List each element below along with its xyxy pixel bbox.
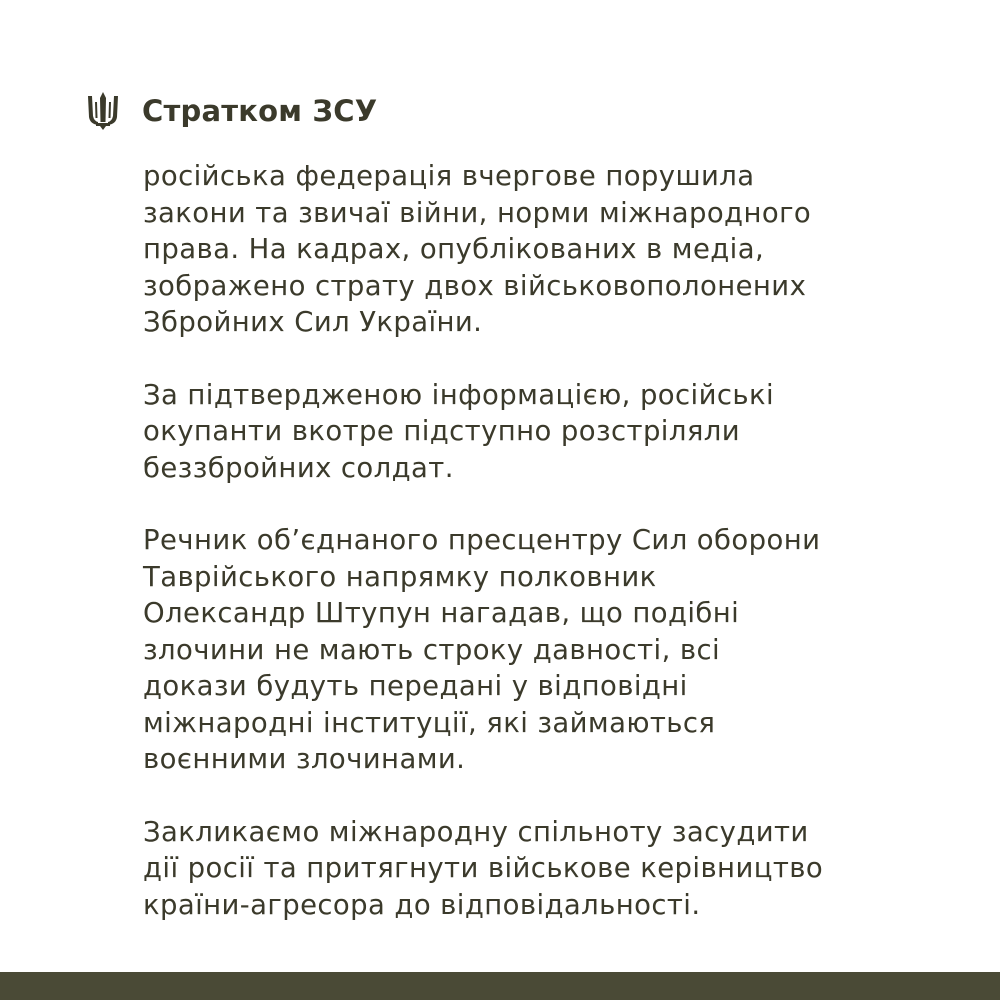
text-line: За підтвердженою інформацією, російські	[143, 378, 775, 411]
text-line: країни-агресора до відповідальності.	[143, 888, 701, 921]
text-line: Закликаємо міжнародну спільноту засудити	[143, 815, 809, 848]
text-line: беззбройних солдат.	[143, 451, 454, 484]
text-line: Олександр Штупун нагадав, що подібні	[143, 597, 740, 629]
statement-body	[143, 158, 963, 959]
brand-title: Стратком ЗСУ	[142, 94, 378, 128]
text-line: воєнними злочинами.	[143, 743, 466, 775]
text-line: Збройних Сил України.	[143, 306, 483, 338]
text-line: права. На кадрах, опублікованих в медіа,	[143, 233, 765, 265]
text-line: окупанти вкотре підступно розстріляли	[143, 415, 741, 447]
text-line: дії росії та притягнути військове керівництво	[143, 852, 824, 884]
text-line: злочини не мають строку давності, всі	[143, 633, 721, 666]
text-line: міжнародні інституції, які займаються	[143, 706, 716, 739]
text-line: закони та звичаї війни, норми міжнародного	[143, 196, 812, 229]
header	[86, 92, 377, 130]
text-line: російська федерація вчергове порушила	[143, 160, 755, 192]
footer-bar	[0, 972, 1000, 1000]
text-line: докази будуть передані у відповідні	[143, 670, 688, 702]
text-line: Речник об’єднаного пресцентру Сил оборони	[143, 524, 821, 556]
text-line: Таврійського напрямку полковник	[143, 560, 657, 593]
text-line: зображено страту двох військовополонених	[143, 269, 807, 302]
paragraph-1	[143, 158, 963, 341]
trident-icon	[86, 92, 120, 130]
paragraph-2	[143, 377, 963, 487]
paragraph-3	[143, 522, 963, 778]
paragraph-4	[143, 814, 963, 924]
